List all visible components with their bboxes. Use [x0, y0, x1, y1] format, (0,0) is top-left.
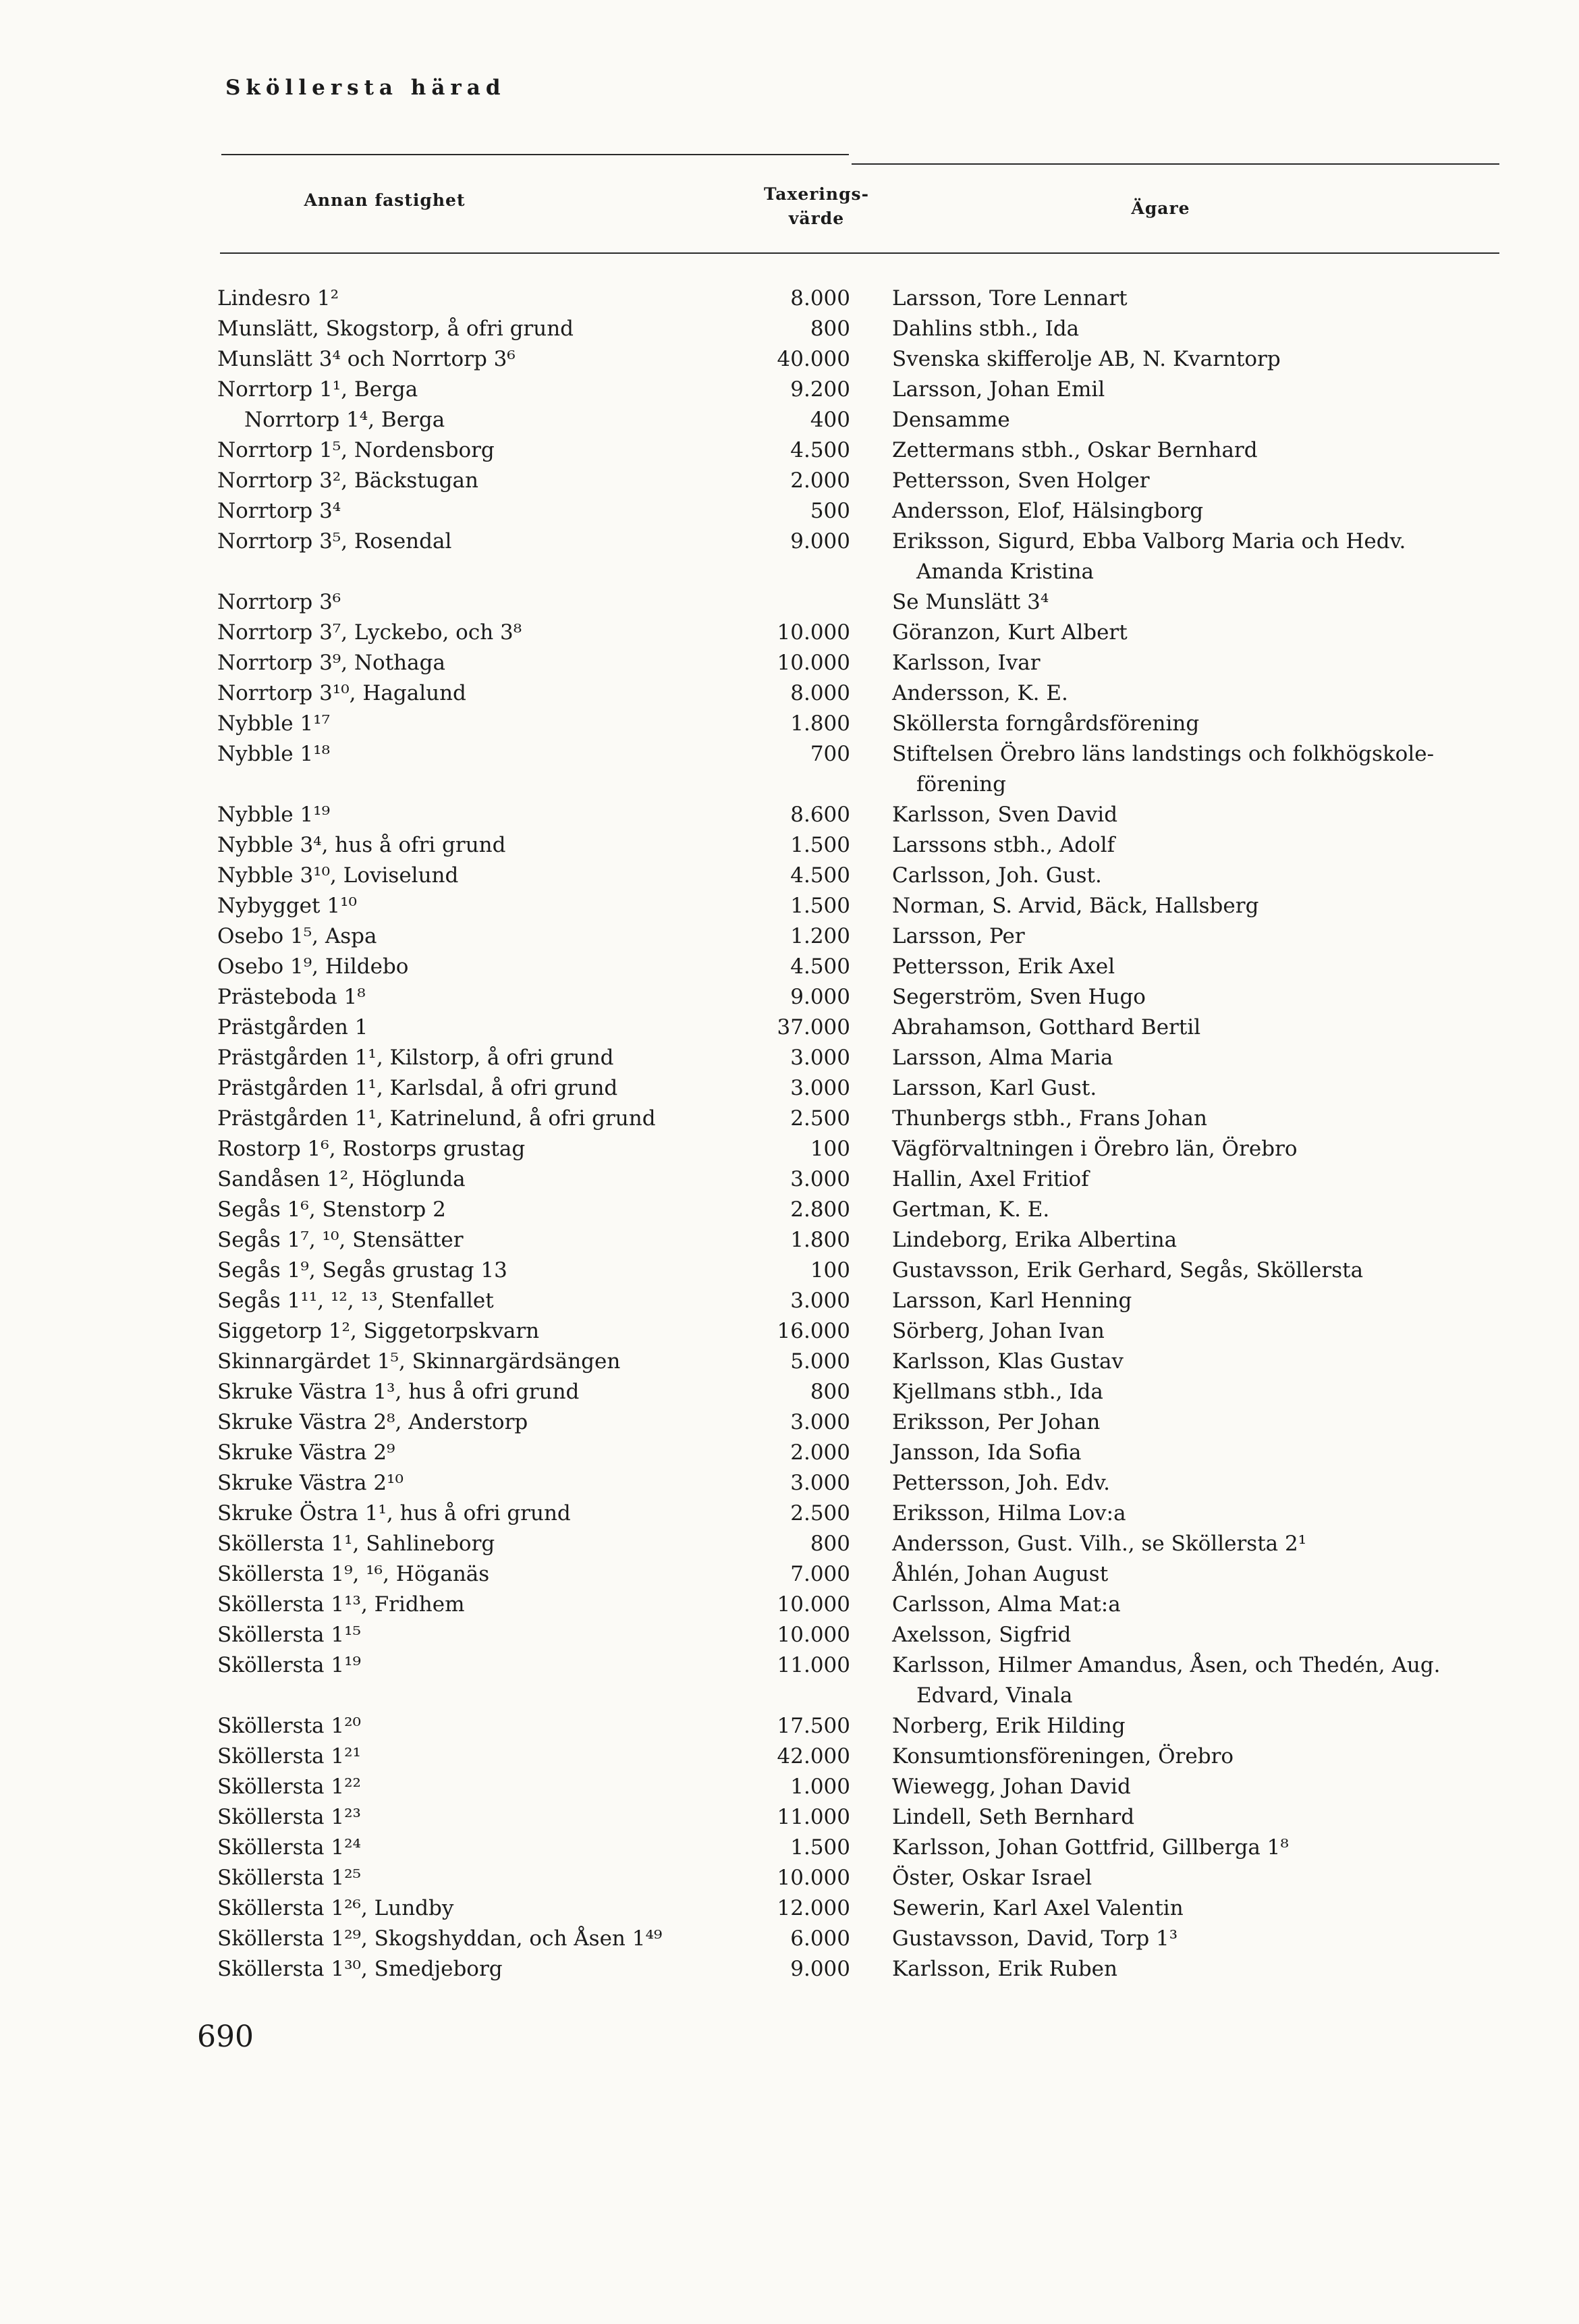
owner-name: Dahlins stbh., Ida [892, 317, 1080, 341]
table-row [0, 1407, 1579, 1438]
column-header-value-line2: värde [788, 209, 845, 228]
owner-cell [892, 1802, 1499, 1833]
owner-name: Pettersson, Sven Holger [892, 468, 1150, 493]
assessed-value: 3.000 [790, 1289, 850, 1313]
owner-name: Karlsson, Hilmer Amandus, Åsen, och Thedén, Aug. [892, 1653, 1441, 1677]
assessed-value: 8.000 [790, 681, 850, 705]
owner-name: Pettersson, Joh. Edv. [892, 1471, 1110, 1495]
property-name: Skruke Västra 2⁹ [217, 1440, 395, 1465]
owner-cell [892, 952, 1499, 982]
table-row [0, 1073, 1579, 1104]
owner-cell [892, 1043, 1499, 1073]
owner-name: Densamme [892, 408, 1010, 432]
owner-cell [892, 435, 1499, 466]
property-name: Segås 1⁷, ¹⁰, Stensätter [217, 1228, 464, 1252]
table-row [0, 314, 1579, 344]
property-name: Prästeboda 1⁸ [217, 985, 366, 1009]
table-row [0, 1954, 1579, 1984]
column-header-value-line1: Taxerings- [764, 184, 869, 204]
assessed-value: 10.000 [777, 620, 850, 645]
owner-name: Larsson, Johan Emil [892, 377, 1105, 402]
assessed-value: 2.500 [790, 1501, 850, 1525]
table-row [0, 800, 1579, 830]
property-name: Prästgården 1 [217, 1015, 368, 1039]
owner-cell [892, 405, 1499, 435]
owner-cell [892, 1590, 1499, 1620]
owner-name: Larsson, Per [892, 924, 1025, 948]
header-rule-right [852, 163, 1499, 165]
header-rule-bottom [220, 252, 1499, 254]
owner-name: Andersson, Gust. Vilh., se Sköllersta 2¹ [892, 1532, 1307, 1556]
owner-name: Andersson, K. E. [892, 681, 1068, 705]
owner-name: Zettermans stbh., Oskar Bernhard [892, 438, 1258, 462]
property-name: Norrtorp 3⁶ [217, 590, 341, 614]
assessed-value: 4.500 [790, 438, 850, 462]
property-name: Skruke Västra 2¹⁰ [217, 1471, 404, 1495]
property-name: Sköllersta 1²⁴ [217, 1835, 361, 1860]
column-header-property: Annan fastighet [304, 190, 466, 210]
property-name: Norrtorp 1⁵, Nordensborg [217, 438, 495, 462]
property-name: Nybble 3⁴, hus å ofri grund [217, 833, 506, 857]
property-name: Norrtorp 1¹, Berga [217, 377, 418, 402]
table-row [0, 1924, 1579, 1954]
property-name: Sköllersta 1²⁹, Skogshyddan, och Åsen 1⁴⁹ [217, 1926, 663, 1951]
assessed-value: 2.800 [790, 1197, 850, 1222]
owner-name: Eriksson, Per Johan [892, 1410, 1101, 1434]
owner-cell [892, 982, 1499, 1012]
property-name: Osebo 1⁵, Aspa [217, 924, 377, 948]
owner-cell [892, 678, 1499, 709]
table-row [0, 1164, 1579, 1195]
owner-name: Larsson, Karl Gust. [892, 1076, 1097, 1100]
table-row [0, 1833, 1579, 1863]
property-name: Nybble 1¹⁷ [217, 711, 331, 736]
property-name: Norrtorp 3¹⁰, Hagalund [217, 681, 466, 705]
property-name: Rostorp 1⁶, Rostorps grustag [217, 1137, 526, 1161]
assessed-value: 10.000 [777, 1623, 850, 1647]
owner-name: Konsumtionsföreningen, Örebro [892, 1744, 1234, 1768]
owner-name: Sköllersta forngårdsförening [892, 711, 1200, 736]
owner-cell [892, 800, 1499, 830]
assessed-value: 100 [810, 1137, 850, 1161]
table-row [0, 1377, 1579, 1407]
property-name: Sköllersta 1³⁰, Smedjeborg [217, 1957, 503, 1981]
assessed-value: 800 [810, 317, 850, 341]
owner-name-continuation: Edvard, Vinala [916, 1683, 1073, 1708]
assessed-value: 3.000 [790, 1471, 850, 1495]
header-rule-left [221, 154, 849, 155]
table-row [0, 1863, 1579, 1893]
property-name: Sköllersta 1²⁰ [217, 1714, 361, 1738]
assessed-value: 5.000 [790, 1349, 850, 1374]
owner-cell [892, 314, 1499, 344]
owner-name: Segerström, Sven Hugo [892, 985, 1146, 1009]
owner-cell [892, 587, 1499, 618]
assessed-value: 11.000 [777, 1805, 850, 1829]
table-row [0, 283, 1579, 314]
assessed-value: 1.000 [790, 1775, 850, 1799]
table-row [0, 1012, 1579, 1043]
assessed-value: 4.500 [790, 863, 850, 888]
table-row [0, 861, 1579, 891]
assessed-value: 1.800 [790, 711, 850, 736]
property-table [0, 283, 1579, 1984]
assessed-value: 400 [810, 408, 850, 432]
table-row [0, 921, 1579, 952]
table-row [0, 466, 1579, 496]
owner-cell [892, 375, 1499, 405]
property-name: Sköllersta 1¹⁵ [217, 1623, 361, 1647]
owner-name-continuation: förening [916, 772, 1006, 796]
assessed-value: 800 [810, 1532, 850, 1556]
owner-name: Vägförvaltningen i Örebro län, Örebro [892, 1137, 1298, 1161]
assessed-value: 17.500 [777, 1714, 850, 1738]
assessed-value: 8.000 [790, 286, 850, 310]
owner-name: Larssons stbh., Adolf [892, 833, 1115, 857]
assessed-value: 42.000 [777, 1744, 850, 1768]
assessed-value: 700 [810, 742, 850, 766]
assessed-value: 2.000 [790, 1440, 850, 1465]
owner-name: Karlsson, Erik Ruben [892, 1957, 1117, 1981]
owner-name: Gustavsson, Erik Gerhard, Segås, Sköllersta [892, 1258, 1364, 1282]
assessed-value: 10.000 [777, 1866, 850, 1890]
owner-cell [892, 1650, 1499, 1711]
property-name: Segås 1⁹, Segås grustag 13 [217, 1258, 507, 1282]
property-name: Sköllersta 1¹³, Fridhem [217, 1592, 465, 1617]
property-name: Sköllersta 1²⁵ [217, 1866, 361, 1890]
property-name: Nybble 3¹⁰, Loviselund [217, 863, 459, 888]
owner-cell [892, 1833, 1499, 1863]
owner-cell [892, 1134, 1499, 1164]
assessed-value: 9.000 [790, 985, 850, 1009]
table-row [0, 1134, 1579, 1164]
table-row [0, 344, 1579, 375]
owner-cell [892, 1316, 1499, 1347]
owner-cell [892, 344, 1499, 375]
property-name: Norrtorp 3⁵, Rosendal [217, 529, 452, 553]
owner-cell [892, 496, 1499, 526]
property-name: Munslätt 3⁴ och Norrtorp 3⁶ [217, 347, 516, 371]
table-row [0, 648, 1579, 678]
owner-name: Karlsson, Johan Gottfrid, Gillberga 1⁸ [892, 1835, 1289, 1860]
assessed-value: 4.500 [790, 954, 850, 979]
owner-cell [892, 1377, 1499, 1407]
owner-name: Axelsson, Sigfrid [892, 1623, 1072, 1647]
table-row [0, 891, 1579, 921]
table-row [0, 1559, 1579, 1590]
property-name: Norrtorp 3⁴ [217, 499, 341, 523]
property-name: Nybygget 1¹⁰ [217, 894, 357, 918]
column-header-value [749, 182, 884, 231]
assessed-value: 10.000 [777, 651, 850, 675]
owner-name: Lindeborg, Erika Albertina [892, 1228, 1178, 1252]
table-row [0, 375, 1579, 405]
assessed-value: 1.500 [790, 894, 850, 918]
assessed-value: 12.000 [777, 1896, 850, 1920]
owner-name: Larsson, Karl Henning [892, 1289, 1132, 1313]
owner-name: Kjellmans stbh., Ida [892, 1380, 1103, 1404]
owner-cell [892, 618, 1499, 648]
table-row [0, 739, 1579, 800]
assessed-value: 7.000 [790, 1562, 850, 1586]
owner-cell [892, 1559, 1499, 1590]
property-name: Lindesro 1² [217, 286, 339, 310]
assessed-value: 6.000 [790, 1926, 850, 1951]
assessed-value: 1.200 [790, 924, 850, 948]
table-row [0, 1620, 1579, 1650]
table-row [0, 587, 1579, 618]
table-row [0, 496, 1579, 526]
property-name: Siggetorp 1², Siggetorpskvarn [217, 1319, 540, 1343]
table-row [0, 1104, 1579, 1134]
property-name: Sköllersta 1⁹, ¹⁶, Höganäs [217, 1562, 490, 1586]
owner-cell [892, 1924, 1499, 1954]
assessed-value: 10.000 [777, 1592, 850, 1617]
assessed-value: 100 [810, 1258, 850, 1282]
owner-name: Pettersson, Erik Axel [892, 954, 1115, 979]
owner-cell [892, 1347, 1499, 1377]
property-name: Sköllersta 1²⁶, Lundby [217, 1896, 454, 1920]
owner-cell [892, 1225, 1499, 1255]
property-name: Norrtorp 3⁷, Lyckebo, och 3⁸ [217, 620, 522, 645]
owner-cell [892, 648, 1499, 678]
table-row [0, 1529, 1579, 1559]
property-name: Prästgården 1¹, Katrinelund, å ofri grund [217, 1106, 656, 1131]
owner-name: Carlsson, Alma Mat:a [892, 1592, 1121, 1617]
owner-name: Norman, S. Arvid, Bäck, Hallsberg [892, 894, 1259, 918]
assessed-value: 11.000 [777, 1653, 850, 1677]
property-name: Sköllersta 1²² [217, 1775, 361, 1799]
table-row [0, 1772, 1579, 1802]
table-row [0, 830, 1579, 861]
owner-cell [892, 709, 1499, 739]
owner-cell [892, 283, 1499, 314]
owner-name: Larsson, Tore Lennart [892, 286, 1128, 310]
owner-cell [892, 1741, 1499, 1772]
table-row [0, 1741, 1579, 1772]
owner-cell [892, 1286, 1499, 1316]
table-row [0, 1893, 1579, 1924]
assessed-value: 3.000 [790, 1046, 850, 1070]
owner-name: Gertman, K. E. [892, 1197, 1050, 1222]
owner-cell [892, 1073, 1499, 1104]
assessed-value: 9.200 [790, 377, 850, 402]
owner-name: Carlsson, Joh. Gust. [892, 863, 1102, 888]
property-name: Sköllersta 1²¹ [217, 1744, 361, 1768]
owner-cell [892, 1498, 1499, 1529]
owner-name: Gustavsson, David, Torp 1³ [892, 1926, 1178, 1951]
assessed-value: 8.600 [790, 803, 850, 827]
owner-name: Sörberg, Johan Ivan [892, 1319, 1105, 1343]
owner-name: Wiewegg, Johan David [892, 1775, 1131, 1799]
owner-cell [892, 1772, 1499, 1802]
assessed-value: 1.500 [790, 833, 850, 857]
assessed-value: 16.000 [777, 1319, 850, 1343]
property-name: Skruke Västra 1³, hus å ofri grund [217, 1380, 580, 1404]
property-name: Sköllersta 1²³ [217, 1805, 361, 1829]
assessed-value: 3.000 [790, 1410, 850, 1434]
owner-name-continuation: Amanda Kristina [916, 560, 1095, 584]
owner-name: Lindell, Seth Bernhard [892, 1805, 1135, 1829]
property-name: Skruke Östra 1¹, hus å ofri grund [217, 1501, 571, 1525]
assessed-value: 1.500 [790, 1835, 850, 1860]
owner-cell [892, 861, 1499, 891]
property-name: Prästgården 1¹, Kilstorp, å ofri grund [217, 1046, 614, 1070]
owner-cell [892, 891, 1499, 921]
owner-name: Hallin, Axel Fritiof [892, 1167, 1089, 1191]
owner-cell [892, 1468, 1499, 1498]
owner-name: Karlsson, Sven David [892, 803, 1118, 827]
table-row [0, 1711, 1579, 1741]
owner-cell [892, 1012, 1499, 1043]
assessed-value: 2.000 [790, 468, 850, 493]
assessed-value: 40.000 [777, 347, 850, 371]
property-name: Sandåsen 1², Höglunda [217, 1167, 466, 1191]
owner-cell [892, 1438, 1499, 1468]
owner-name: Karlsson, Ivar [892, 651, 1041, 675]
table-row [0, 1286, 1579, 1316]
assessed-value: 3.000 [790, 1076, 850, 1100]
owner-name: Larsson, Alma Maria [892, 1046, 1113, 1070]
table-row [0, 1195, 1579, 1225]
owner-cell [892, 1893, 1499, 1924]
property-name: Munslätt, Skogstorp, å ofri grund [217, 317, 574, 341]
owner-cell [892, 1529, 1499, 1559]
owner-cell [892, 1620, 1499, 1650]
assessed-value: 500 [810, 499, 850, 523]
owner-cell [892, 1255, 1499, 1286]
owner-cell [892, 466, 1499, 496]
owner-name: Svenska skifferolje AB, N. Kvarntorp [892, 347, 1281, 371]
owner-name: Åhlén, Johan August [892, 1562, 1109, 1586]
property-name: Skinnargärdet 1⁵, Skinnargärdsängen [217, 1349, 621, 1374]
page-number: 690 [197, 2020, 254, 2054]
table-row [0, 1438, 1579, 1468]
owner-cell [892, 1711, 1499, 1741]
table-row [0, 1802, 1579, 1833]
table-row [0, 982, 1579, 1012]
table-row [0, 1316, 1579, 1347]
owner-name: Karlsson, Klas Gustav [892, 1349, 1124, 1374]
table-row [0, 435, 1579, 466]
owner-cell [892, 526, 1499, 587]
table-row [0, 678, 1579, 709]
owner-name: Thunbergs stbh., Frans Johan [892, 1106, 1207, 1131]
owner-name: Andersson, Elof, Hälsingborg [892, 499, 1204, 523]
property-name: Sköllersta 1¹, Sahlineborg [217, 1532, 495, 1556]
running-head: Sköllersta härad [225, 76, 506, 100]
property-name: Norrtorp 3⁹, Nothaga [217, 651, 445, 675]
owner-name: Öster, Oskar Israel [892, 1866, 1092, 1890]
table-row [0, 618, 1579, 648]
assessed-value: 3.000 [790, 1167, 850, 1191]
assessed-value: 9.000 [790, 1957, 850, 1981]
owner-cell [892, 1954, 1499, 1984]
property-name: Norrtorp 3², Bäckstugan [217, 468, 478, 493]
property-name: Nybble 1¹⁹ [217, 803, 331, 827]
property-name: Skruke Västra 2⁸, Anderstorp [217, 1410, 528, 1434]
table-row [0, 1255, 1579, 1286]
property-name: Segås 1⁶, Stenstorp 2 [217, 1197, 446, 1222]
assessed-value: 2.500 [790, 1106, 850, 1131]
owner-cell [892, 1863, 1499, 1893]
owner-cell [892, 921, 1499, 952]
owner-name: Göranzon, Kurt Albert [892, 620, 1128, 645]
property-name: Prästgården 1¹, Karlsdal, å ofri grund [217, 1076, 618, 1100]
table-row [0, 405, 1579, 435]
owner-cell [892, 1407, 1499, 1438]
table-row [0, 1225, 1579, 1255]
property-name: Segås 1¹¹, ¹², ¹³, Stenfallet [217, 1289, 494, 1313]
owner-name: Eriksson, Hilma Lov:a [892, 1501, 1126, 1525]
table-row [0, 526, 1579, 587]
owner-name: Abrahamson, Gotthard Bertil [892, 1015, 1201, 1039]
property-name: Nybble 1¹⁸ [217, 742, 331, 766]
assessed-value: 37.000 [777, 1015, 850, 1039]
owner-name: Se Munslätt 3⁴ [892, 590, 1049, 614]
owner-name: Jansson, Ida Sofia [892, 1440, 1082, 1465]
owner-cell [892, 1164, 1499, 1195]
owner-cell [892, 739, 1499, 800]
property-name: Norrtorp 1⁴, Berga [244, 408, 445, 432]
property-name: Sköllersta 1¹⁹ [217, 1653, 361, 1677]
table-row [0, 1650, 1579, 1711]
owner-name: Eriksson, Sigurd, Ebba Valborg Maria och Hedv. [892, 529, 1406, 553]
owner-name: Sewerin, Karl Axel Valentin [892, 1896, 1184, 1920]
owner-cell [892, 1104, 1499, 1134]
owner-name: Norberg, Erik Hilding [892, 1714, 1126, 1738]
table-row [0, 1468, 1579, 1498]
table-row [0, 1498, 1579, 1529]
owner-cell [892, 830, 1499, 861]
assessed-value: 1.800 [790, 1228, 850, 1252]
table-row [0, 709, 1579, 739]
owner-cell [892, 1195, 1499, 1225]
table-row [0, 1043, 1579, 1073]
table-row [0, 952, 1579, 982]
property-name: Osebo 1⁹, Hildebo [217, 954, 409, 979]
table-row [0, 1347, 1579, 1377]
column-header-owner: Ägare [1131, 198, 1190, 218]
assessed-value: 800 [810, 1380, 850, 1404]
table-row [0, 1590, 1579, 1620]
assessed-value: 9.000 [790, 529, 850, 553]
owner-name: Stiftelsen Örebro läns landstings och folkhögskole- [892, 742, 1435, 766]
